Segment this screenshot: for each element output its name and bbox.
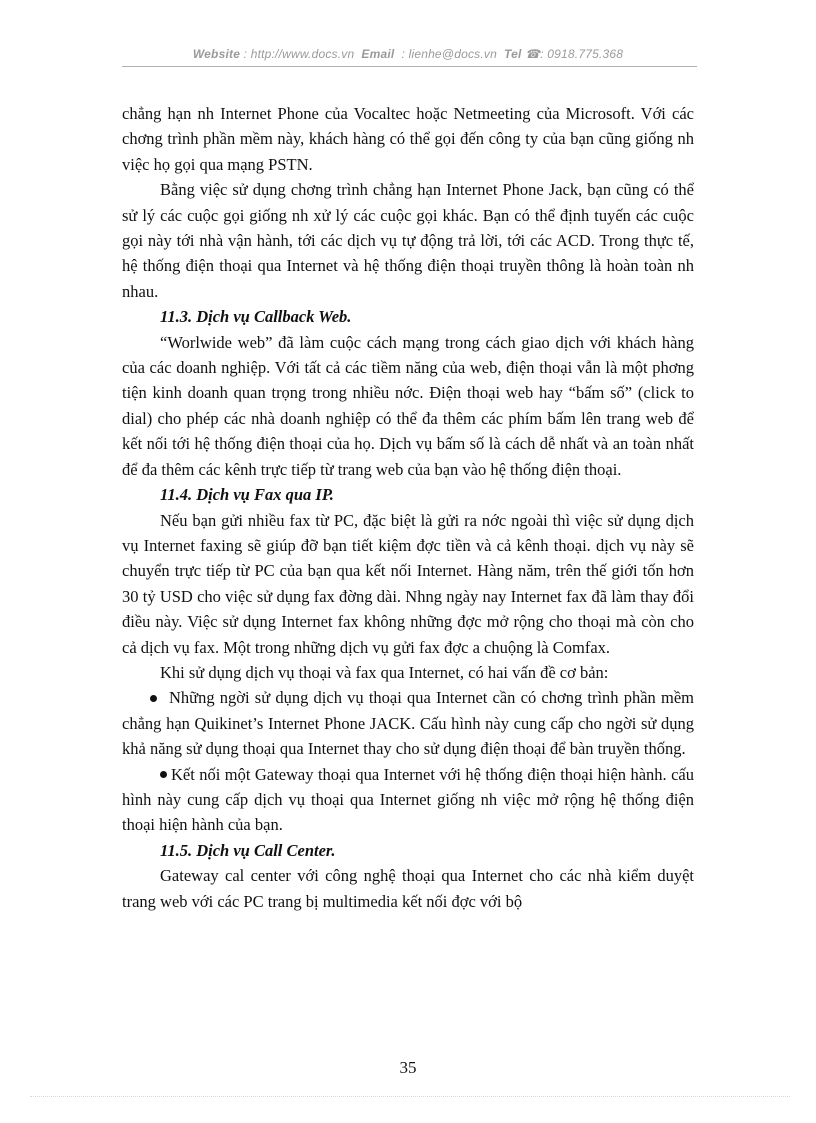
section-heading-call-center: 11.5. Dịch vụ Call Center. [160,840,336,860]
paragraph-fax-ip: Nếu bạn gửi nhiều fax từ PC, đặc biệt là gửi ra nớc ngoài thì việc sử dụng dịch vụ Internet faxing sẽ giúp đỡ bạn tiết kiệm đợc tiền và cả kênh thoại. dịch vụ này sẽ chuyển trực tiếp từ PC của bạn qua kết nối Internet. Hàng năm, trên thế giới tốn hơn 30 tỷ USD cho việc sử dụng fax đờng dài. Nhng ngày nay Internet fax đã làm thay đổi điều này. Việc sử dụng Internet fax không những đợc mở rộng cho thoại mà còn cho cả dịch vụ fax. Một trong những dịch vụ gửi fax đợc a chuộng là Comfax. [122,510,694,657]
bullet-dot-icon [150,695,157,702]
page-number: 35 [399,1058,417,1077]
paragraph-call-center: Gateway cal center với công nghệ thoại qua Internet cho các nhà kiểm duyệt trang web với các PC trang bị multimedia kết nối đợc với bộ [122,866,694,911]
header-website-value: : http://www.docs.vn [243,47,355,61]
footer-divider [30,1096,790,1097]
bullet-item-software [122,685,694,761]
phone-icon: ☎ [525,47,541,61]
header-tel-value: : 0918.775.368 [540,47,624,61]
header-website-label: Website [192,47,241,61]
bullet-dot-icon [160,771,167,778]
page-body [122,101,694,914]
header-tel-label: Tel [504,47,522,61]
section-heading-callback-web: 11.3. Dịch vụ Callback Web. [160,307,352,327]
header-email-label: Email [361,47,395,61]
page-header [0,47,816,61]
paragraph-phone-jack: Bằng việc sử dụng chơng trình chẳng hạn Internet Phone Jack, bạn cũng có thể sử lý các cuộc gọi giống nh xử lý các cuộc gọi khác. Bạn có thể định tuyến các cuộc gọi này tới nhà vận hành, tới các dịch vụ tự động trả lời, tới các ACD. Trong thực tế, hệ thống điện thoại qua Internet và hệ thống điện thoại truyền thông là hoàn toàn nh nhau. [122,180,694,301]
header-email-value: : lienhe@docs.vn [401,47,497,61]
paragraph-callback-web: “Worlwide web” đã làm cuộc cách mạng trong cách giao dịch với khách hàng của các doanh nghiệp. Với tất cả các tiềm năng của web, điện thoại vẫn là một phơng tiện kinh doanh quan trọng trong nhiều nớc. Điện thoại web hay “bấm số” (click to dial) cho phép các nhà doanh nghiệp có thể đa thêm các phím bấm lên trang web để kết nối tới hệ thống điện thoại của họ. Dịch vụ bấm số là cách dễ nhất và an toàn nhất để đa thêm các kênh trực tiếp từ trang web của bạn vào hệ thống điện thoại. [122,332,694,479]
bullet-item-gateway [122,762,694,838]
bullet-text-gateway: Kết nối một Gateway thoại qua Internet với hệ thống điện thoại hiện hành. cấu hình này cung cấp dịch vụ thoại qua Internet giống nh việc mở rộng hệ thống điện thoại hiện hành của bạn. [122,764,694,835]
bullet-text-software: Những ngời sử dụng dịch vụ thoại qua Internet cần có chơng trình phần mềm chẳng hạn Quikinet’s Internet Phone JACK. Cấu hình này cung cấp cho ngời sử dụng khả năng sử dụng thoại qua Internet thay cho sử dụng điện thoại để bàn truyền thống. [122,688,694,759]
paragraph-intro: chẳng hạn nh Internet Phone của Vocaltec hoặc Netmeeting của Microsoft. Với các chơng trình phần mềm này, khách hàng có thể gọi đến công ty của bạn cũng giống nh việc họ gọi qua mạng PSTN. [122,104,694,174]
paragraph-two-issues: Khi sử dụng dịch vụ thoại và fax qua Internet, có hai vấn đề cơ bản: [160,662,609,682]
header-divider [122,66,697,67]
section-heading-fax-ip: 11.4. Dịch vụ Fax qua IP. [160,485,334,505]
